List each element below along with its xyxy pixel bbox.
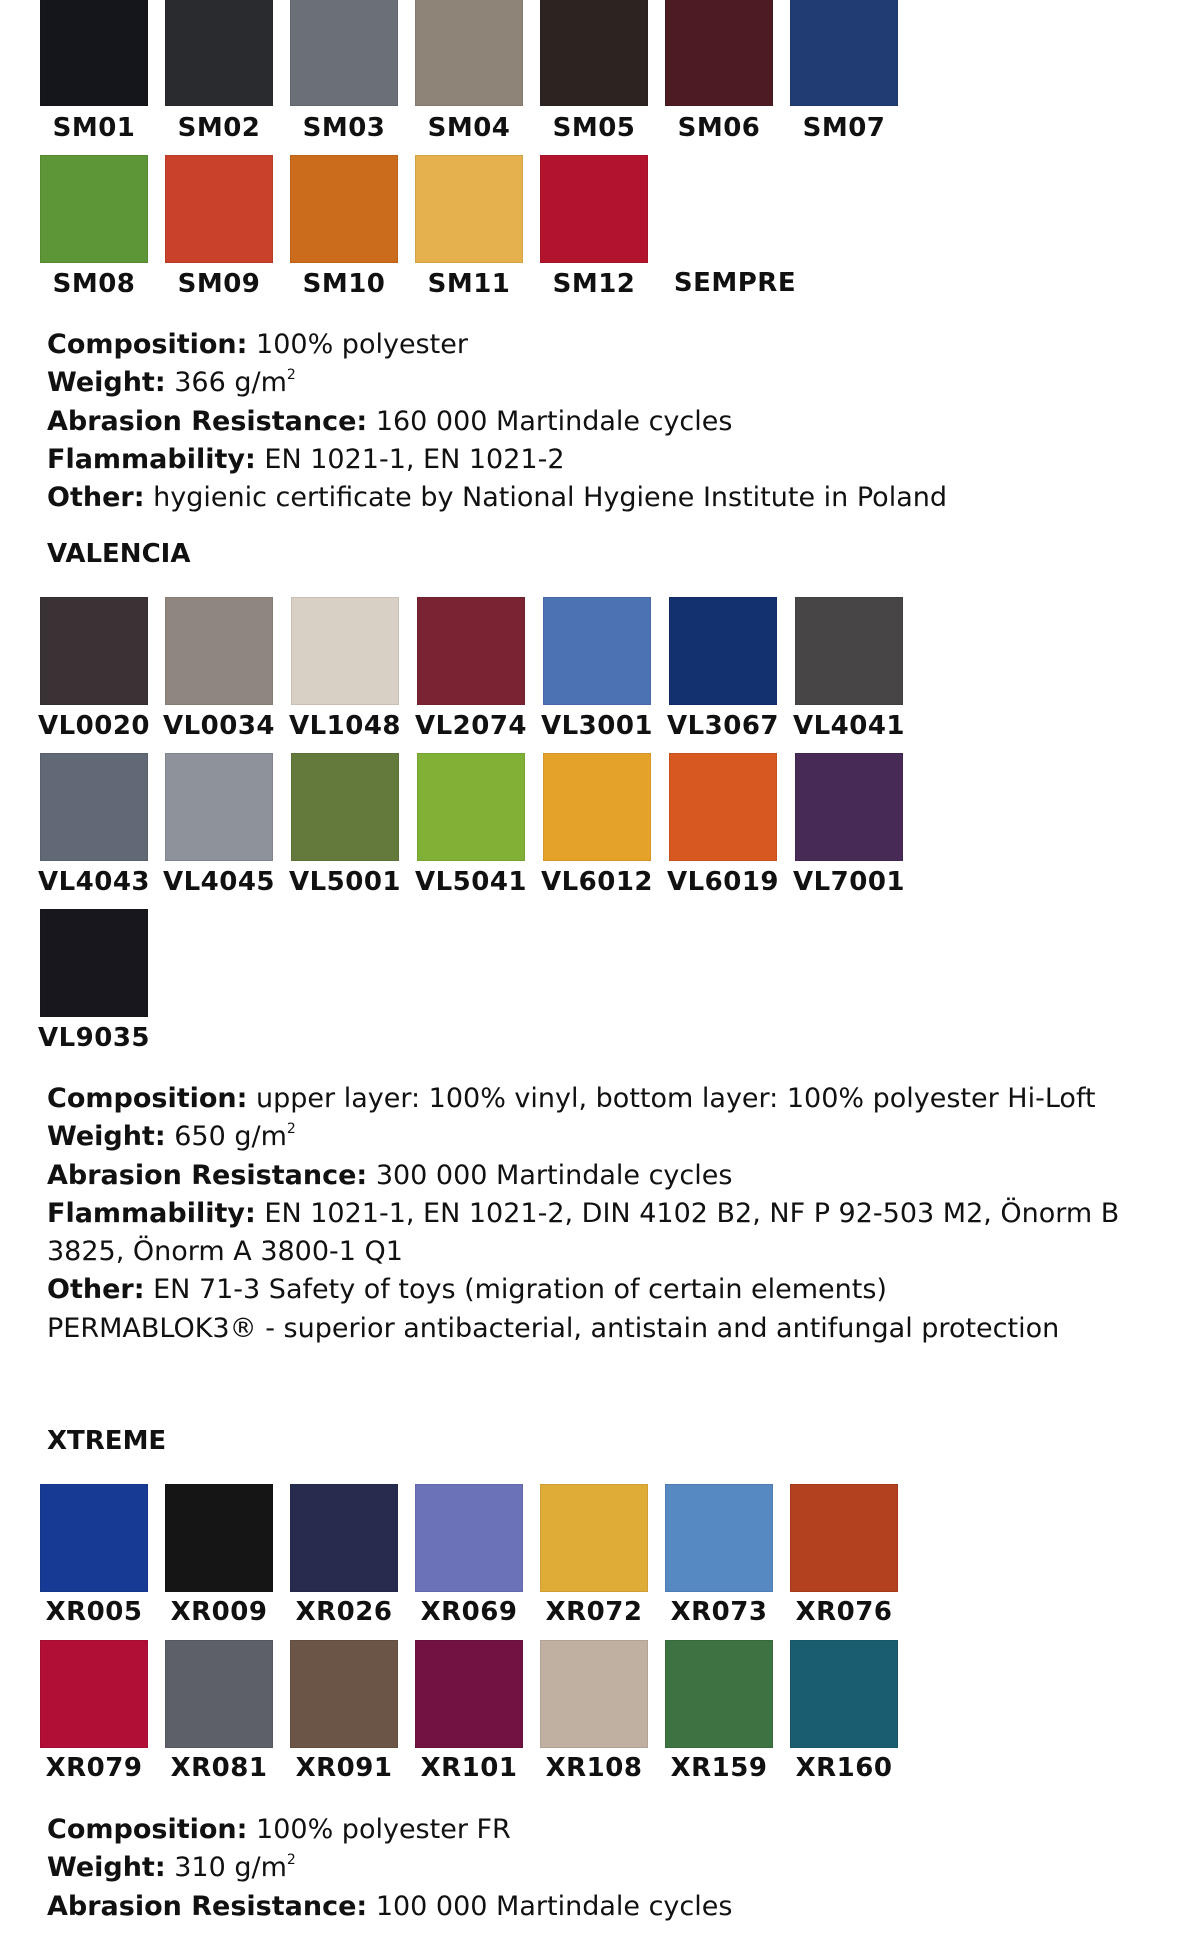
spec-abrasion: Abrasion Resistance: 300 000 Martindale cycles <box>47 1159 733 1191</box>
swatch-xr026[interactable] <box>290 1484 398 1592</box>
swatch-xr081[interactable] <box>165 1640 273 1748</box>
swatch-xr072[interactable] <box>540 1484 648 1592</box>
swatch-code: XR108 <box>545 1753 643 1783</box>
spec-extra: PERMABLOK3® - superior antibacterial, antistain and antifungal protection <box>47 1312 1060 1344</box>
swatch-code: SM11 <box>427 269 511 299</box>
swatch-code: XR073 <box>670 1597 768 1627</box>
swatch-vl2074[interactable] <box>417 597 525 705</box>
spec-abrasion: Abrasion Resistance: 160 000 Martindale cycles <box>47 405 733 437</box>
swatch-code: SM12 <box>552 269 636 299</box>
swatch-vl4043[interactable] <box>40 753 148 861</box>
swatch-code: VL6012 <box>540 867 654 897</box>
swatch-code: XR076 <box>795 1597 893 1627</box>
swatch-sm05[interactable] <box>540 0 648 106</box>
swatch-xr160[interactable] <box>790 1640 898 1748</box>
xtreme-specs <box>47 1811 1187 1926</box>
swatch-code: XR069 <box>420 1597 518 1627</box>
swatch-sm03[interactable] <box>290 0 398 106</box>
spec-composition: Composition: 100% polyester <box>47 329 468 360</box>
spec-weight: Weight: 366 $g/m^2$ <box>47 367 296 399</box>
swatch-sm08[interactable] <box>40 155 148 263</box>
swatch-sm06[interactable] <box>665 0 773 106</box>
swatch-code: XR101 <box>420 1753 518 1783</box>
swatch-vl0020[interactable] <box>40 597 148 705</box>
swatch-code: XR005 <box>45 1597 143 1627</box>
spec-weight: Weight: 650 $g/m^2$ <box>47 1121 296 1153</box>
swatch-code: SM08 <box>52 269 136 299</box>
swatch-code: SM04 <box>427 113 511 143</box>
swatch-code: XR079 <box>45 1753 143 1783</box>
swatch-code: VL0034 <box>162 711 276 741</box>
swatch-code: XR026 <box>295 1597 393 1627</box>
swatch-code: VL0020 <box>37 711 151 741</box>
valencia-specs <box>47 1080 1187 1348</box>
swatch-xr091[interactable] <box>290 1640 398 1748</box>
spec-composition: Composition: 100% polyester FR <box>47 1814 511 1845</box>
spec-abrasion: Abrasion Resistance: 100 000 Martindale cycles <box>47 1890 733 1922</box>
swatch-sm07[interactable] <box>790 0 898 106</box>
spec-weight: Weight: 310 $g/m^2$ <box>47 1852 296 1884</box>
spec-composition: Composition: upper layer: 100% vinyl, bottom layer: 100% polyester Hi-Loft <box>47 1083 1096 1114</box>
swatch-vl3067[interactable] <box>669 597 777 705</box>
swatch-xr073[interactable] <box>665 1484 773 1592</box>
swatch-code: SM02 <box>177 113 261 143</box>
swatch-code: SM03 <box>302 113 386 143</box>
swatch-code: VL6019 <box>666 867 780 897</box>
swatch-vl5041[interactable] <box>417 753 525 861</box>
swatch-xr005[interactable] <box>40 1484 148 1592</box>
swatch-sm01[interactable] <box>40 0 148 106</box>
swatch-sm11[interactable] <box>415 155 523 263</box>
swatch-xr076[interactable] <box>790 1484 898 1592</box>
swatch-xr069[interactable] <box>415 1484 523 1592</box>
swatch-vl9035[interactable] <box>40 909 148 1017</box>
swatch-code: SM09 <box>177 269 261 299</box>
spec-flammability: Flammability: EN 1021-1, EN 1021-2, DIN 4102 B2, NF P 92-503 M2, Önorm B 3825, Önorm A 3800-1 Q1 <box>47 1197 1120 1268</box>
swatch-xr159[interactable] <box>665 1640 773 1748</box>
swatch-code: VL4041 <box>792 711 906 741</box>
swatch-code: VL4045 <box>162 867 276 897</box>
spec-other: Other: hygienic certificate by National Hygiene Institute in Poland <box>47 482 947 514</box>
sempre-specs <box>47 326 1187 517</box>
swatch-code: VL5041 <box>414 867 528 897</box>
swatch-vl6019[interactable] <box>669 753 777 861</box>
swatch-xr108[interactable] <box>540 1640 648 1748</box>
swatch-code: VL7001 <box>792 867 906 897</box>
section-title-sempre: SEMPRE <box>673 268 797 298</box>
section-title-valencia: VALENCIA <box>47 539 191 569</box>
swatch-vl6012[interactable] <box>543 753 651 861</box>
swatch-sm09[interactable] <box>165 155 273 263</box>
swatch-sm12[interactable] <box>540 155 648 263</box>
swatch-sm10[interactable] <box>290 155 398 263</box>
swatch-code: XR009 <box>170 1597 268 1627</box>
swatch-code: VL5001 <box>288 867 402 897</box>
swatch-code: VL2074 <box>414 711 528 741</box>
swatch-xr009[interactable] <box>165 1484 273 1592</box>
swatch-code: SM01 <box>52 113 136 143</box>
swatch-code: XR072 <box>545 1597 643 1627</box>
swatch-vl5001[interactable] <box>291 753 399 861</box>
swatch-code: VL3001 <box>540 711 654 741</box>
swatch-code: VL9035 <box>37 1023 151 1053</box>
swatch-sm04[interactable] <box>415 0 523 106</box>
swatch-xr079[interactable] <box>40 1640 148 1748</box>
swatch-code: SM10 <box>302 269 386 299</box>
swatch-code: VL3067 <box>666 711 780 741</box>
swatch-code: VL1048 <box>288 711 402 741</box>
swatch-code: SM06 <box>677 113 761 143</box>
section-title-xtreme: XTREME <box>47 1426 167 1456</box>
swatch-code: XR160 <box>795 1753 893 1783</box>
swatch-code: SM05 <box>552 113 636 143</box>
spec-other: Other: EN 71-3 Safety of toys (migration of certain elements) <box>47 1274 887 1306</box>
swatch-code: XR081 <box>170 1753 268 1783</box>
swatch-code: VL4043 <box>37 867 151 897</box>
swatch-sm02[interactable] <box>165 0 273 106</box>
swatch-vl3001[interactable] <box>543 597 651 705</box>
swatch-code: SM07 <box>802 113 886 143</box>
swatch-vl0034[interactable] <box>165 597 273 705</box>
swatch-vl7001[interactable] <box>795 753 903 861</box>
swatch-code: XR159 <box>670 1753 768 1783</box>
swatch-xr101[interactable] <box>415 1640 523 1748</box>
swatch-vl4045[interactable] <box>165 753 273 861</box>
swatch-vl4041[interactable] <box>795 597 903 705</box>
swatch-code: XR091 <box>295 1753 393 1783</box>
spec-flammability: Flammability: EN 1021-1, EN 1021-2 <box>47 443 565 475</box>
swatch-vl1048[interactable] <box>291 597 399 705</box>
